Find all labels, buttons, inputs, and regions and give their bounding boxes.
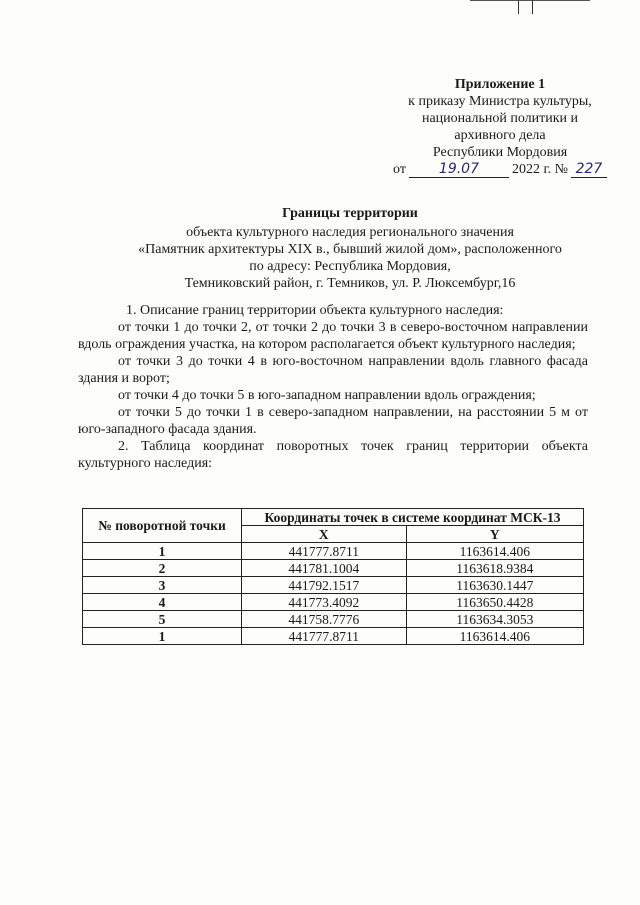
coord-y: 1163630.1447 bbox=[406, 577, 583, 594]
coord-y: 1163634.3053 bbox=[406, 611, 583, 628]
boundary-segment-1: от точки 1 до точки 2, от точки 2 до точки 3 в северо-восточном направлении вдоль ограждения участка, на котором располагается объект культурного наследия; bbox=[78, 320, 588, 352]
order-prefix: от bbox=[393, 162, 406, 177]
heading-line: объекта культурного наследия регионального значения bbox=[186, 225, 514, 240]
coordinates-table bbox=[82, 508, 584, 645]
appendix-line: Республики Мордовия bbox=[432, 145, 568, 160]
coord-x: 441792.1517 bbox=[242, 577, 407, 594]
heading-line: по адресу: Республика Мордовия, bbox=[249, 259, 451, 274]
coord-x: 441773.4092 bbox=[242, 594, 407, 611]
header-x: X bbox=[242, 526, 407, 543]
order-number-handwritten: 227 bbox=[571, 162, 607, 178]
top-edge-mark bbox=[470, 0, 590, 14]
section-table-title: 2. Таблица координат поворотных точек границ территории объекта культурного наследия: bbox=[78, 439, 588, 471]
section-description-title: 1. Описание границ территории объекта культурного наследия: bbox=[126, 303, 504, 318]
table-row bbox=[83, 577, 584, 594]
document-heading bbox=[90, 205, 610, 292]
table-row bbox=[83, 611, 584, 628]
coord-y: 1163650.4428 bbox=[406, 594, 583, 611]
coord-x: 441777.8711 bbox=[242, 543, 407, 560]
appendix-title: Приложение 1 bbox=[454, 77, 546, 92]
table-row bbox=[83, 594, 584, 611]
appendix-line: к приказу Министра культуры, bbox=[408, 94, 592, 109]
table-row bbox=[83, 543, 584, 560]
coord-x: 441758.7776 bbox=[242, 611, 407, 628]
coord-y: 1163614.406 bbox=[406, 628, 583, 645]
coord-y: 1163614.406 bbox=[406, 543, 583, 560]
boundary-segment-2: от точки 3 до точки 4 в юго-восточном направлении вдоль главного фасада здания и ворот; bbox=[78, 354, 588, 386]
document-body bbox=[78, 302, 588, 472]
order-date-handwritten: 19.07 bbox=[409, 162, 509, 178]
header-point-number: № поворотной точки bbox=[83, 509, 242, 543]
order-line bbox=[380, 161, 620, 178]
appendix-line: национальной политики и bbox=[421, 111, 579, 126]
heading-line: Темниковский район, г. Темников, ул. Р. Люксембург,16 bbox=[184, 276, 516, 291]
point-number: 5 bbox=[83, 611, 242, 628]
table-row bbox=[83, 628, 584, 645]
heading-title: Границы территории bbox=[282, 206, 418, 221]
appendix-block bbox=[380, 76, 620, 178]
boundary-segment-4: от точки 5 до точки 1 в северо-западном направлении, на расстоянии 5 м от юго-западного фасада здания. bbox=[78, 405, 588, 437]
order-year: 2022 г. № bbox=[511, 162, 568, 177]
table-row bbox=[83, 560, 584, 577]
header-coordinates: Координаты точек в системе координат МСК-13 bbox=[242, 509, 584, 526]
point-number: 3 bbox=[83, 577, 242, 594]
heading-line: «Памятник архитектуры XIX в., бывший жилой дом», расположенного bbox=[138, 242, 562, 257]
point-number: 1 bbox=[83, 543, 242, 560]
point-number: 4 bbox=[83, 594, 242, 611]
coord-x: 441777.8711 bbox=[242, 628, 407, 645]
coord-x: 441781.1004 bbox=[242, 560, 407, 577]
point-number: 1 bbox=[83, 628, 242, 645]
coord-y: 1163618.9384 bbox=[406, 560, 583, 577]
table-header-row bbox=[83, 509, 584, 526]
point-number: 2 bbox=[83, 560, 242, 577]
boundary-segment-3: от точки 4 до точки 5 в юго-западном направлении вдоль ограждения; bbox=[118, 388, 536, 403]
header-y: Y bbox=[406, 526, 583, 543]
appendix-line: архивного дела bbox=[454, 128, 546, 143]
